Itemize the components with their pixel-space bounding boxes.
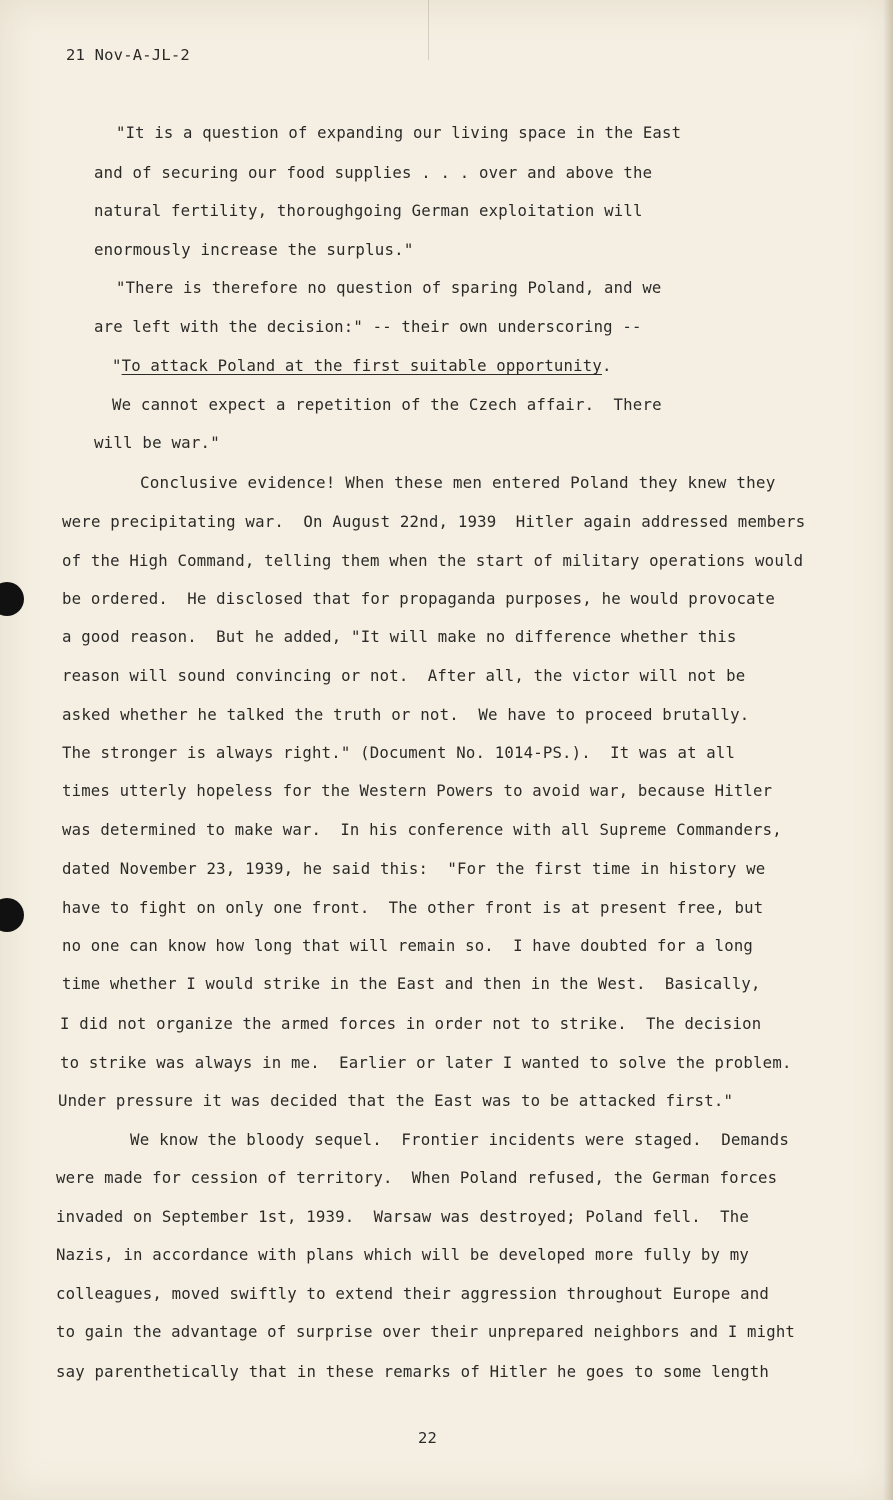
text-segment: invaded on September 1st, 1939. Warsaw was destroyed; Poland fell. The — [56, 1207, 750, 1226]
text-line — [62, 705, 749, 724]
text-segment: "There is therefore no question of sparing Poland, and we — [116, 279, 662, 297]
text-segment: asked whether he talked the truth or not. We have to proceed brutally. — [62, 705, 750, 724]
text-segment: Under pressure it was decided that the East was to be attacked first." — [58, 1091, 734, 1110]
text-segment: time whether I would strike in the East and then in the West. Basically, — [62, 975, 761, 993]
text-line — [116, 124, 681, 142]
text-line — [112, 395, 662, 414]
text-segment: dated November 23, 1939, he said this: "For the first time in history we — [62, 859, 766, 878]
text-line — [62, 551, 803, 570]
text-line — [62, 627, 736, 646]
text-segment: times utterly hopeless for the Western Powers to avoid war, because Hitler — [62, 782, 773, 800]
text-line — [116, 279, 661, 297]
text-line — [62, 821, 782, 839]
text-segment: have to fight on only one front. The other front is at present free, but — [62, 898, 764, 917]
text-line — [58, 1091, 733, 1110]
text-line — [60, 1014, 761, 1033]
text-segment: to strike was always in me. Earlier or later I wanted to solve the problem. — [60, 1053, 792, 1072]
text-line — [94, 240, 414, 259]
text-line — [56, 1284, 769, 1303]
text-segment: will be war." — [94, 433, 220, 452]
text-line — [56, 1323, 795, 1341]
text-line — [112, 356, 612, 375]
text-segment: " — [112, 356, 122, 375]
text-segment: The stronger is always right." (Document No. 1014-PS.). It was at all — [62, 743, 736, 762]
text-line — [140, 473, 775, 492]
text-line — [62, 859, 765, 878]
page-number: 22 — [418, 1429, 438, 1447]
text-line — [62, 666, 745, 685]
text-segment: no one can know how long that will remain so. I have doubted for a long — [62, 937, 754, 955]
text-segment: colleagues, moved swiftly to extend their aggression throughout Europe and — [56, 1284, 770, 1303]
text-line — [56, 1207, 749, 1226]
text-line — [62, 512, 805, 531]
text-line — [62, 743, 735, 762]
text-line — [56, 1245, 749, 1264]
text-segment: . — [601, 356, 612, 375]
punch-hole-icon — [0, 582, 24, 616]
text-segment: were made for cession of territory. When Poland refused, the German forces — [56, 1168, 778, 1187]
paper-fold-mark — [428, 0, 429, 60]
punch-hole-icon — [0, 898, 24, 932]
text-line — [94, 163, 652, 182]
text-segment: and of securing our food supplies . . . over and above the — [94, 163, 653, 182]
text-line — [130, 1130, 789, 1149]
text-line — [62, 898, 763, 917]
text-segment: were precipitating war. On August 22nd, 1939 Hitler again addressed members — [62, 512, 806, 531]
text-line — [94, 317, 642, 336]
text-line — [94, 201, 643, 220]
text-segment: natural fertility, thoroughgoing German exploitation will — [94, 201, 643, 220]
text-segment: "It is a question of expanding our living space in the East — [116, 124, 682, 142]
text-segment: Conclusive evidence! When these men entered Poland they knew they — [140, 473, 776, 492]
text-segment: be ordered. He disclosed that for propaganda purposes, he would provocate — [62, 589, 776, 608]
text-segment: a good reason. But he added, "It will make no difference whether this — [62, 627, 737, 646]
text-segment: enormously increase the surplus." — [94, 240, 414, 259]
text-segment: was determined to make war. In his conference with all Supreme Commanders, — [62, 821, 782, 839]
text-segment: to gain the advantage of surprise over their unprepared neighbors and I might — [56, 1323, 796, 1341]
text-line — [94, 433, 220, 452]
underlined-text: To attack Poland at the first suitable opportunity — [121, 356, 602, 375]
text-segment: Nazis, in accordance with plans which will be developed more fully by my — [56, 1245, 750, 1264]
text-segment: reason will sound convincing or not. After all, the victor will not be — [62, 666, 746, 685]
text-segment: of the High Command, telling them when the start of military operations would — [62, 551, 804, 570]
text-line — [56, 1168, 777, 1187]
text-line — [62, 782, 772, 800]
text-segment: say parenthetically that in these remarks of Hitler he goes to some length — [56, 1362, 770, 1381]
text-segment: are left with the decision:" -- their own underscoring -- — [94, 317, 642, 336]
text-line — [56, 1362, 769, 1381]
text-line — [60, 1053, 792, 1072]
document-reference: 21 Nov-A-JL-2 — [66, 46, 190, 64]
text-segment: We know the bloody sequel. Frontier incidents were staged. Demands — [130, 1130, 790, 1149]
text-segment: We cannot expect a repetition of the Czech affair. There — [112, 395, 662, 414]
text-segment: I did not organize the armed forces in order not to strike. The decision — [60, 1014, 762, 1033]
text-line — [62, 937, 753, 955]
text-line — [62, 589, 775, 608]
text-line — [62, 975, 761, 993]
